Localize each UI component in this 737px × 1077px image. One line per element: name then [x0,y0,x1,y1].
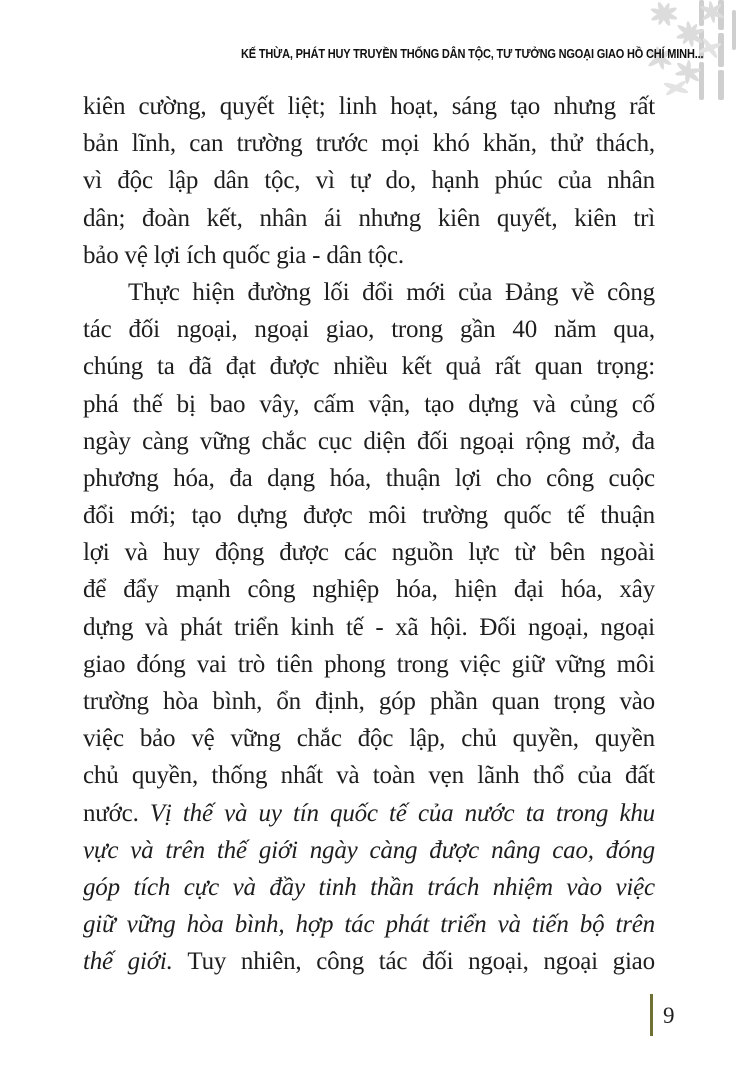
page-number: 9 [663,1002,675,1028]
text-line: giao đóng vai trò tiên phong trong việc giữ vững môi [83,650,655,678]
text-line: phá thế bị bao vây, cấm vận, tạo dựng và củng cố [83,390,655,418]
text-line: phương hóa, đa dạng hóa, thuận lợi cho công cuộc [83,464,655,492]
text-line: bảo vệ lợi ích quốc gia - dân tộc. [83,241,404,269]
text-line: giữ vững hòa bình, hợp tác phát triển và tiến bộ trên [83,911,655,939]
accent-rule [650,994,653,1036]
text-line: việc bảo vệ vững chắc độc lập, chủ quyền, quyền [83,725,655,753]
text-line: bản lĩnh, can trường trước mọi khó khăn, thử thách, [83,130,655,158]
body-text [83,88,655,981]
text-line: trường hòa bình, ổn định, góp phần quan trọng vào [83,688,655,715]
page-footer [650,993,675,1037]
text-line: ngày càng vững chắc cục diện đối ngoại rộng mở, đa [83,427,655,455]
text-line: góp tích cực và đầy tinh thần trách nhiệm vào việc [83,873,655,901]
text-line: dân; đoàn kết, nhân ái nhưng kiên quyết, kiên trì [83,204,655,232]
text-line: kiên cường, quyết liệt; linh hoạt, sáng tạo nhưng rất [83,93,655,120]
running-header: KẾ THỪA, PHÁT HUY TRUYỀN THỐNG DÂN TỘC, TƯ TƯỞNG NGOẠI GIAO HỒ CHÍ MINH... [240,47,703,61]
text-line: chúng ta đã đạt được nhiều kết quả rất quan trọng: [83,353,655,381]
text-line: lợi và huy động được các nguồn lực từ bên ngoài [83,539,655,567]
text-line: để đẩy mạnh công nghiệp hóa, hiện đại hóa, xây [83,576,655,604]
text-line: thế giới. Tuy nhiên, công tác đối ngoại, ngoại giao [83,948,655,976]
text-line: nước. Vị thế và uy tín quốc tế của nước ta trong khu [83,799,655,827]
text-line: Thực hiện đường lối đổi mới của Đảng về công [128,278,655,306]
text-line: chủ quyền, thống nhất và toàn vẹn lãnh thổ của đất [83,762,655,790]
text-line: vì độc lập dân tộc, vì tự do, hạnh phúc của nhân [83,167,655,195]
text-line: vực và trên thế giới ngày càng được nâng cao, đóng [83,836,655,864]
text-line: dựng và phát triển kinh tế - xã hội. Đối ngoại, ngoại [83,613,655,641]
text-line: tác đối ngoại, ngoại giao, trong gần 40 năm qua, [83,316,655,344]
text-line: đổi mới; tạo dựng được môi trường quốc tế thuận [83,502,655,530]
